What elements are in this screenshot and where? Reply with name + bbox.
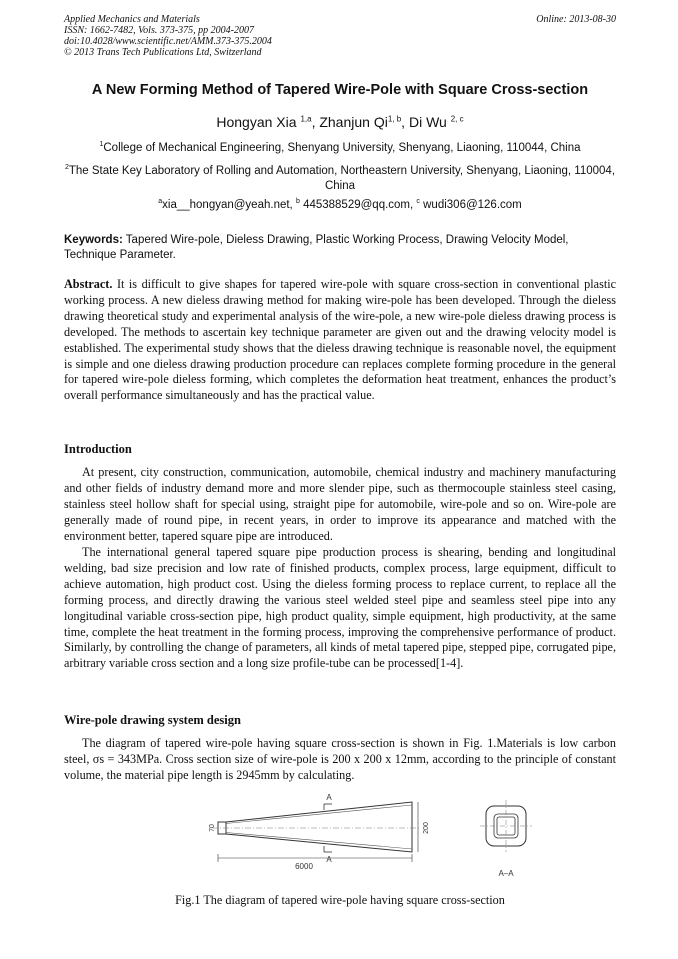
inner-wall-line — [226, 833, 412, 850]
email-list: $^a$xia__hongyan@yeah.net, $^b$ 445388529@qq.com, $^c$ wudi306@126.com — [158, 198, 522, 211]
author-list: Hongyan Xia $^{1,a}$, Zhanjun Qi$^{1, b}$, Di Wu $^{2, c}$ — [216, 114, 464, 130]
author-superscript: 1,a — [300, 114, 312, 124]
abstract — [64, 277, 616, 404]
dim-right-label: 200 — [423, 822, 430, 834]
design-heading: Wire-pole drawing system design — [64, 713, 241, 727]
section-label-top: A — [326, 793, 332, 802]
email-a: xia__hongyan@yeah.net, — [162, 198, 293, 211]
section-name-label: A–A — [498, 869, 514, 878]
author-superscript: 1, b — [387, 114, 402, 124]
introduction-heading: Introduction — [64, 442, 132, 456]
online-date: Online: 2013-08-30 — [536, 14, 616, 25]
inner-wall-line — [226, 805, 412, 824]
author-name: Hongyan Xia — [216, 114, 297, 130]
dim-left-label: 70 — [209, 824, 216, 832]
section-label-bottom: A — [326, 855, 332, 864]
journal-header — [64, 14, 616, 58]
paper-page — [64, 0, 616, 959]
figure-caption: Fig.1 The diagram of tapered wire-pole having square cross-section — [175, 893, 505, 907]
keywords-text: Tapered Wire-pole, Dieless Drawing, Plastic Working Process, Drawing Velocity Model, Technique Parameter. — [64, 234, 569, 261]
dim-length-label: 6000 — [295, 862, 313, 871]
affiliation-2: $^2$The State Key Laboratory of Rolling and Automation, Northeastern University, Shenyang, Liaoning, 110004, China — [64, 164, 616, 192]
intro-paragraph-2: The international general tapered square pipe production process is shearing, bending and longitudinal welding, bad size precision and low rate of finished products, complex process, large equipment, difficult to achieve automation, high product cost. Using the dieless forming process to replace current, to replace all the forming process, and directly drawing the various steel welded steel pipe and seamless steel pipe into any longitudinal variable cross-section pipe, high product quality, simple equipment, high productivity, at the same time, complete the heat treatment in the forming process, improving the comprehensive performance of product. Similarly, by controlling the change of parameters, all kinds of metal tapered pipe, stepped pipe, corrugated pipe, arbitrary variable cross section and a long size profile-tube can be processed[1-4]. — [64, 545, 616, 671]
paper-title: A New Forming Method of Tapered Wire-Pole with Square Cross-section — [91, 82, 589, 98]
tapered-pole-diagram — [209, 790, 574, 882]
design-paragraph-1: The diagram of tapered wire-pole having square cross-section is shown in Fig. 1.Materials is low carbon steel, σs = 343MPa. Cross section size of wire-pole is 200 x 200 x 12mm, according to the principle of constant volume, the material pipe length is 2945mm by calculating. — [64, 736, 616, 782]
keywords — [64, 233, 616, 262]
journal-name: Applied Mechanics and Materials — [64, 14, 200, 25]
email-c: wudi306@126.com — [423, 198, 522, 211]
keywords-label: Keywords: — [64, 234, 123, 246]
email-b: 445388529@qq.com, — [303, 198, 414, 211]
doi-line: doi:10.4028/www.scientific.net/AMM.373-375.2004 — [64, 36, 272, 47]
abstract-label: Abstract. — [64, 277, 113, 291]
issn-line: ISSN: 1662-7482, Vols. 373-375, pp 2004-2007 — [64, 25, 254, 36]
figure-1 — [209, 790, 574, 882]
author-superscript: 2, c — [450, 114, 464, 124]
abstract-text: It is difficult to give shapes for tapered wire-pole with square cross-section in conventional plastic working process. A new dieless drawing method for making wire-pole has been developed. Through the dieless drawing theoretical study and experimental analysis of the wire-pole, a new wire-pole dieless drawing process is developed. The methods to ascertain key technique parameter are given out and the drawing velocity model is established. The experimental study shows that the dieless drawing technique is reasonable novel, the equipment is simple and one dieless drawing production procedure can replaces complete forming procedure in the general for tapered wire-pole dieless forming, which completes the deformation heat treatment, enhances the product’s overall performance simultaneously and has the practical value. — [64, 277, 616, 403]
affiliation-1: $^1$College of Mechanical Engineering, Shenyang University, Shenyang, Liaoning, 110044, China — [99, 141, 581, 154]
intro-paragraph-1: At present, city construction, communication, automobile, chemical industry and machinery manufacturing and other fields of industry demand more and more slender pipe, such as thermocouple stainless steel casing, stainless steel hollow shaft for special using, straight pipe for automobile, wire-pole and so on. Wire-pole are generally made of round pipe, in recent years, in order to improve its appearance and matched with the environment better, tapered square pipe are introduced. — [64, 465, 616, 543]
pole-outline — [226, 802, 412, 852]
author-name: Zhanjun Qi — [319, 114, 388, 130]
copyright-line: © 2013 Trans Tech Publications Ltd, Switzerland — [64, 47, 262, 58]
author-name: Di Wu — [408, 114, 447, 130]
